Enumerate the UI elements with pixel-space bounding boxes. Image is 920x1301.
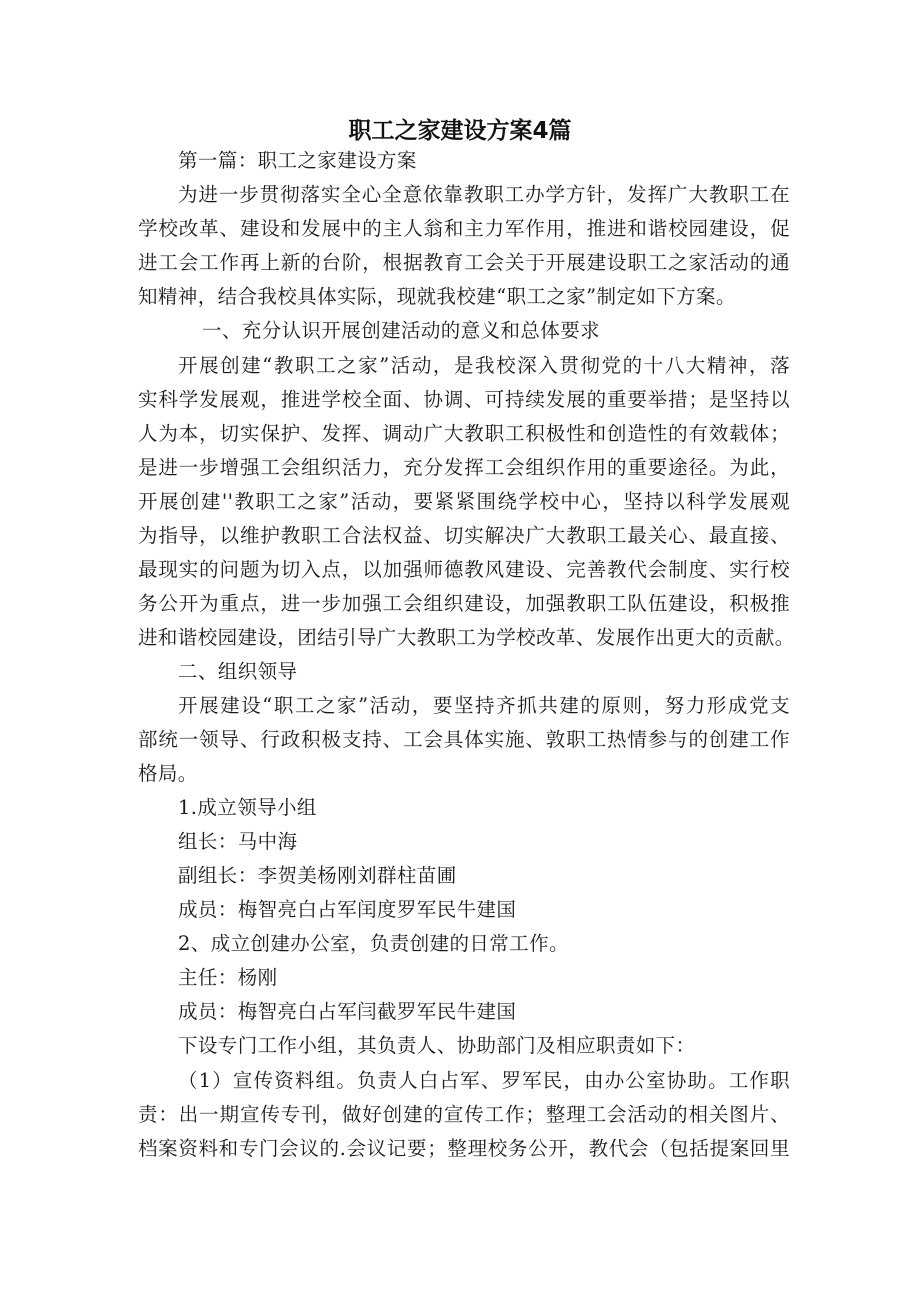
document-title: 职工之家建设方案4篇	[348, 118, 572, 144]
paragraph-line: 档案资料和专门会议的.会议记要；整理校务公开，教代会（包括提案回里	[138, 1137, 790, 1160]
paragraph-line: 下设专门工作小组，其负责人、协助部门及相应职责如下：	[178, 1034, 696, 1057]
paragraph-line: 为进一步贯彻落实全心全意依靠教职工办学方针，发挥广大教职工在	[178, 183, 790, 206]
paragraph-line: （1）宣传资料组。负责人白占军、罗军民，由办公室协助。工作职	[178, 1069, 790, 1092]
paragraph-line: 务公开为重点，进一步加强工会组织建设，加强教职工队伍建设，积极推	[138, 592, 790, 615]
paragraph-line: 实科学发展观，推进学校全面、协调、可持续发展的重要举措；是坚持以	[138, 388, 790, 411]
paragraph-line: 学校改革、建设和发展中的主人翁和主力军作用，推进和谐校园建设，促	[138, 217, 790, 240]
paragraph-line: 开展创建''教职工之家”活动，要紧紧围绕学校中心，坚持以科学发展观	[138, 490, 790, 513]
section-heading: 二、组织领导	[178, 660, 298, 683]
paragraph-line: 是进一步增强工会组织活力，充分发挥工会组织作用的重要途径。为此，	[138, 456, 790, 479]
list-item: 2、成立创建办公室，负责创建的日常工作。	[178, 932, 569, 955]
paragraph-line: 格局。	[138, 762, 198, 785]
section-heading: 一、充分认识开展创建活动的意义和总体要求	[202, 319, 601, 342]
paragraph-line: 进工会工作再上新的台阶，根据教育工会关于开展建设职工之家活动的通	[138, 251, 790, 274]
list-item: 副组长：李贺美杨刚刘群柱苗圃	[178, 864, 457, 887]
section-heading: 第一篇：职工之家建设方案	[178, 149, 417, 172]
list-item: 组长：马中海	[178, 830, 298, 853]
paragraph-line: 知精神，结合我校具体实际，现就我校建“职工之家”制定如下方案。	[138, 285, 736, 308]
list-item: 成员：梅智亮白占军闫截罗军民牛建国	[178, 1000, 517, 1023]
paragraph-line: 责：出一期宣传专刊，做好创建的宣传工作；整理工会活动的相关图片、	[138, 1103, 790, 1126]
list-item: 1.成立领导小组	[178, 796, 317, 819]
paragraph-line: 进和谐校园建设，团结引导广大教职工为学校改革、发展作出更大的贡献。	[138, 626, 795, 649]
paragraph-line: 部统一领导、行政积极支持、工会具体实施、敦职工热情参与的创建工作	[138, 728, 790, 751]
paragraph-line: 开展建设“职工之家”活动，要坚持齐抓共建的原则，努力形成党支	[178, 694, 790, 717]
paragraph-line: 为指导，以维护教职工合法权益、切实解决广大教职工最关心、最直接、	[138, 524, 790, 547]
paragraph-line: 最现实的问题为切入点，以加强师德教风建设、完善教代会制度、实行校	[138, 558, 790, 581]
paragraph-line: 开展创建“教职工之家”活动，是我校深入贯彻党的十八大精神，落	[178, 354, 790, 377]
list-item: 成员：梅智亮白占军闰度罗军民牛建国	[178, 898, 517, 921]
paragraph-line: 人为本，切实保护、发挥、调动广大教职工积极性和创造性的有效载体；	[138, 422, 790, 445]
list-item: 主任：杨刚	[178, 966, 278, 989]
